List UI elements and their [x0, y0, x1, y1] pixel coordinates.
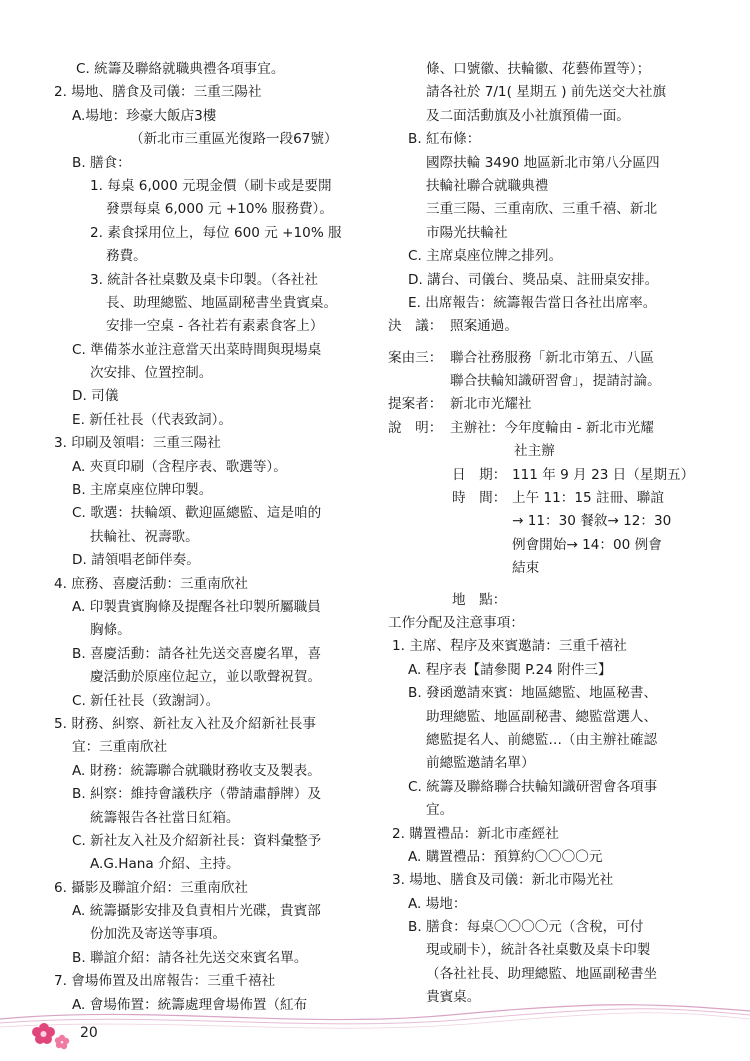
- text-line: D. 講台、司儀台、獎品桌、註冊桌安排。: [408, 271, 659, 288]
- text-line: B. 紅布條：: [408, 131, 481, 148]
- text-line: 2. 素食採用位上，每位 600 元 +10% 服: [90, 224, 342, 241]
- case-text: 聯合社務服務「新北市第五、八區: [450, 349, 654, 366]
- text-line: （新北市三重區光復路一段67號）: [130, 131, 338, 148]
- right-column: [388, 58, 700, 1010]
- text-line: C. 準備茶水並注意當天出菜時間與現場桌: [72, 341, 322, 358]
- text-line: B. 糾察：維持會議秩序（帶請肅靜牌）及: [72, 786, 322, 803]
- text-line: 及二面活動旗及小社旗預備一面。: [426, 107, 630, 124]
- place-label: 地 點：: [452, 591, 507, 608]
- time-line: [388, 487, 700, 510]
- text-line: C. 新任社長（致謝詞）。: [72, 692, 220, 709]
- decision-text: 照案通過。: [450, 318, 518, 335]
- case-line: [388, 347, 700, 370]
- text-line: A. 程序表【請參閱 P.24 附件三】: [408, 661, 612, 678]
- left-column: [50, 58, 368, 1017]
- text-line: （各社社長、助理總監、地區副秘書坐: [426, 965, 658, 982]
- text-line: A. 場地：: [408, 895, 467, 912]
- text-line: → 11：30 餐敘→ 12：30: [512, 513, 672, 530]
- text-line: 統籌報告各社當日紅箱。: [90, 809, 240, 826]
- text-line: 發票每桌 6,000 元 +10% 服務費）。: [106, 201, 333, 218]
- text-line: A. 統籌攝影安排及負責相片光碟，貴賓部: [72, 903, 321, 920]
- text-line: B. 聯誼介紹：請各社先送交來賓名單。: [72, 949, 308, 966]
- text-line: C. 主席桌座位牌之排列。: [408, 248, 563, 265]
- section-heading: 工作分配及注意事項：: [388, 614, 524, 631]
- section-heading: 5. 財務、糾察、新社友入社及介紹新社長事: [54, 715, 316, 732]
- text-line: B. 膳食：: [72, 154, 131, 171]
- text-line: B. 發函邀請來賓：地區總監、地區秘書、: [408, 685, 658, 702]
- text-line: 現或刷卡），統計各社桌數及桌卡印製: [426, 942, 651, 959]
- text-line: 結束: [512, 560, 540, 577]
- text-line: 請各社於 7/1( 星期五 ) 前先送交大社旗: [426, 84, 667, 101]
- section-heading: 1. 主席、程序及來賓邀請：三重千禧社: [392, 638, 627, 655]
- text-line: 例會開始→ 14：00 例會: [512, 536, 662, 553]
- proposer-label: 提案者：: [388, 396, 443, 413]
- text-line: 務費。: [106, 248, 147, 265]
- text-line: 貴賓桌。: [426, 989, 481, 1006]
- text-line: A. 會場佈置：統籌處理會場佈置（紅布: [72, 996, 308, 1013]
- section-heading: 7. 會場佈置及出席報告：三重千禧社: [54, 973, 276, 990]
- text-line: 社主辦: [514, 443, 555, 460]
- flower-icon: [30, 1018, 74, 1052]
- proposer-line: [388, 393, 700, 416]
- proposer-text: 新北市光耀社: [450, 396, 532, 413]
- time-label: 時 間：: [452, 490, 507, 507]
- text-line: B. 喜慶活動：請各社先送交喜慶名單，喜: [72, 645, 322, 662]
- section-heading: 2. 購置禮品：新北市產經社: [392, 825, 559, 842]
- decision-label: 決 議：: [388, 318, 443, 335]
- text-line: 1. 每桌 6,000 元現金價（刷卡或是要開: [90, 177, 332, 194]
- decision-line: [388, 315, 700, 338]
- text-line: 扶輪社聯合就職典禮: [426, 177, 549, 194]
- date-text: 111 年 9 月 23 日（星期五）: [512, 466, 695, 483]
- date-label: 日 期：: [452, 466, 507, 483]
- text-line: 扶輪社、祝壽歌。: [90, 528, 199, 545]
- text-line: 助理總監、地區副秘書、總監當選人、: [426, 708, 658, 725]
- text-line: 條、口號徽、扶輪徽、花藝佈置等）；: [426, 61, 651, 77]
- text-line: A.G.Hana 介紹、主持。: [90, 856, 240, 873]
- text-line: 次安排、位置控制。: [90, 365, 213, 382]
- text-line: 宜：三重南欣社: [72, 739, 168, 756]
- text-line: A. 財務：統籌聯合就職財務收支及製表。: [72, 762, 321, 779]
- section-heading: 6. 攝影及聯誼介紹：三重南欣社: [54, 879, 249, 896]
- page-number: 20: [80, 1025, 98, 1041]
- text-line: C. 統籌及聯絡就職典禮各項事宜。: [76, 61, 285, 77]
- section-heading: 3. 場地、膳食及司儀：新北市陽光社: [392, 872, 614, 889]
- text-line: 3. 統計各社桌數及桌卡印製。（各社社: [90, 271, 318, 288]
- place-line: [388, 589, 700, 612]
- footer-wave-decoration: [0, 985, 750, 1045]
- text-line: 前總監邀請名單）: [426, 755, 535, 772]
- text-line: 國際扶輪 3490 地區新北市第八分區四: [426, 154, 660, 171]
- text-line: 總監提名人、前總監…（由主辦社確認: [426, 731, 658, 748]
- text-line: 胸條。: [90, 622, 131, 639]
- date-line: [388, 464, 700, 487]
- text-line: 安排一空桌 - 各社若有素素食客上）: [106, 318, 324, 335]
- text-line: C. 統籌及聯絡聯合扶輪知識研習會各項事: [408, 778, 658, 795]
- text-line: E. 出席報告：統籌報告當日各社出席率。: [408, 294, 657, 311]
- text-line: 宜。: [426, 802, 454, 819]
- text-line: B. 膳食：每桌〇〇〇〇元（含稅，可付: [408, 919, 644, 936]
- text-line: C. 新社友入社及介紹新社長：資料彙整予: [72, 832, 322, 849]
- section-heading: 3. 印刷及領唱：三重三陽社: [54, 435, 221, 452]
- case-label: 案由三：: [388, 349, 443, 366]
- text-line: D. 司儀: [72, 388, 119, 405]
- explain-label: 說 明：: [388, 419, 443, 436]
- text-line: A. 印製貴賓胸條及提醒各社印製所屬職員: [72, 598, 321, 615]
- text-line: B. 主席桌座位牌印製。: [72, 482, 213, 499]
- text-line: 市陽光扶輪社: [426, 224, 508, 241]
- text-line: A.場地：珍豪大飯店3樓: [72, 107, 217, 124]
- text-line: E. 新任社長（代表致詞）。: [72, 411, 232, 428]
- text-line: 長、助理總監、地區副秘書坐貴賓桌。: [106, 294, 338, 311]
- time-text: 上午 11：15 註冊、聯誼: [512, 490, 664, 507]
- text-line: 三重三陽、三重南欣、三重千禧、新北: [426, 201, 658, 218]
- text-line: C. 歌選：扶輪頌、歡迎區總監、這是咱的: [72, 505, 322, 522]
- explain-line: [388, 417, 700, 440]
- text-line: D. 請領唱老師伴奏。: [72, 552, 200, 569]
- text-line: 聯合扶輪知識研習會」，提請討論。: [450, 373, 661, 390]
- explain-text: 主辦社：今年度輪由 - 新北市光耀: [450, 419, 654, 436]
- text-line: A. 購置禮品：預算約〇〇〇〇元: [408, 848, 603, 865]
- text-line: 份加洗及寄送等事項。: [90, 926, 226, 943]
- section-heading: 4. 庶務、喜慶活動：三重南欣社: [54, 575, 249, 592]
- section-heading: 2. 場地、膳食及司儀：三重三陽社: [54, 84, 262, 101]
- text-line: A. 夾頁印刷（含程序表、歌選等）。: [72, 458, 287, 475]
- text-line: 慶活動於原座位起立，並以歌聲祝賀。: [90, 669, 322, 686]
